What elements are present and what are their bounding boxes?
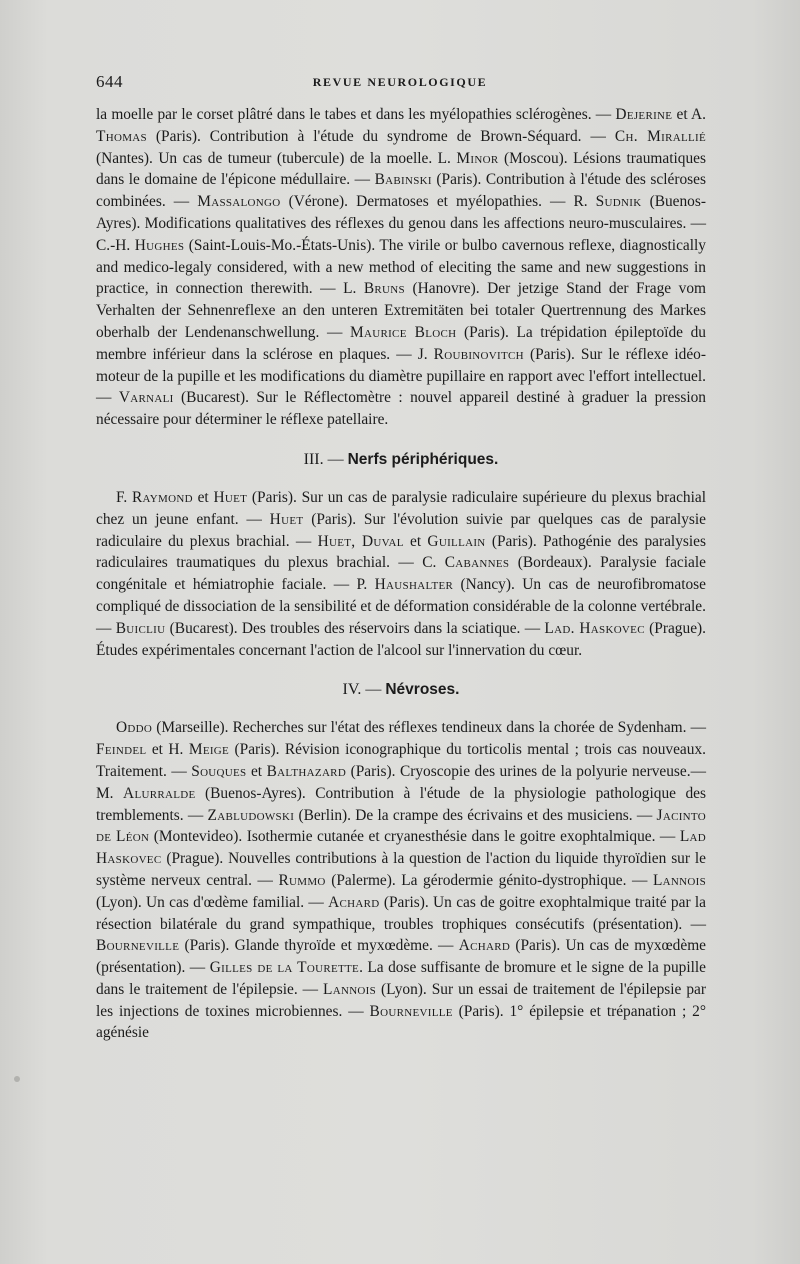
author-name: Varnali xyxy=(118,389,174,407)
author-name: Guillain xyxy=(427,532,486,550)
text-run: et H. xyxy=(146,741,189,759)
section-heading-nerfs xyxy=(96,449,706,471)
text-run: (Paris). La trépidation épileptoïde du membre inférieur dans la sclérose en plaques. — J. xyxy=(96,323,706,363)
text-run: et xyxy=(192,488,214,506)
section-title: Nerfs périphériques. xyxy=(347,450,499,468)
text-run: (Moscou). Lésions traumatiques dans le domaine de l'épicone médullaire. — xyxy=(96,149,707,189)
author-name: Bourneville xyxy=(96,937,180,955)
body-text xyxy=(96,104,706,1044)
text-run: et xyxy=(403,532,428,550)
text-run: (Paris). Révision iconographique du torticolis mental ; trois cas nouveaux. Traitement. — xyxy=(96,741,706,780)
text-run: F. xyxy=(116,488,132,506)
author-name: Minor xyxy=(456,149,499,167)
ink-smudge xyxy=(14,1076,20,1082)
author-name: Lad Haskovec xyxy=(96,828,707,868)
author-name: Ch. Mirallié xyxy=(614,127,706,145)
text-run: (Paris). Un cas de goitre exophtalmique traité par la résection bilatérale du grand sympathique, troubles trophiques consécutifs (présentation). — xyxy=(96,893,707,933)
text-run: (Berlin). De la crampe des écrivains et des musiciens. — xyxy=(294,806,657,824)
text-run: (Paris). 1° épilepsie et trépanation ; 2° agénésie xyxy=(96,1002,706,1042)
author-name: Rummo xyxy=(278,871,326,889)
author-name: Huet xyxy=(213,488,248,506)
section-title: Névroses. xyxy=(385,681,460,699)
author-name: Sudnik xyxy=(595,193,642,211)
author-name: Lad. Haskovec xyxy=(544,619,645,637)
author-name: Maurice Bloch xyxy=(349,323,457,341)
text-run: (Lyon). Un cas d'œdème familial. — xyxy=(96,893,329,911)
text-run: (Nancy). Un cas de neurofibromatose compliqué de dissociation de la sensibilité et de déformation considérable de la colonne vertébrale. — xyxy=(96,576,706,637)
author-name: Babinski xyxy=(374,171,432,189)
author-name: Buicliu xyxy=(115,619,166,637)
author-name: Huet, Duval xyxy=(317,532,404,550)
author-name: Meige xyxy=(188,741,230,759)
journal-title: REVUE NEUROLOGIQUE xyxy=(312,75,488,89)
paragraph-moelle xyxy=(96,104,706,431)
text-run: et A. xyxy=(672,106,706,123)
text-run: (Paris). Sur l'évolution suivie par quelques cas de paralysie radiculaire du plexus brachial. — xyxy=(96,510,706,550)
author-name: Achard xyxy=(328,893,380,911)
author-name: Thomas xyxy=(96,127,147,145)
text-run: (Lyon). Sur un essai de traitement de l'épilepsie par les injections de toxines microbiennes. — xyxy=(96,980,706,1020)
author-name: Zabludowski xyxy=(207,806,295,824)
text-run: (Paris). Cryoscopie des urines de la polyurie nerveuse.— M. xyxy=(96,762,706,802)
section-number: IV. — xyxy=(342,681,386,699)
author-name: Gilles de la Tourette xyxy=(209,959,360,977)
author-name: Haushalter xyxy=(374,576,454,594)
page-number: 644 xyxy=(96,72,123,91)
text-run: (Saint-Louis-Mo.-États-Unis). The virile or bulbo cavernous reflexe, diagnostically and medico-legaly considered, with a new method of eleciting the same and new suggestions in practice, in connection therewith. — L. xyxy=(96,236,706,298)
running-head xyxy=(96,72,704,96)
text-run: (Montevideo). Isothermie cutanée et cryanesthésie dans le goitre exophtalmique. — xyxy=(149,828,680,846)
text-run: (Bordeaux). Paralysie faciale congénitale et hémiatrophie faciale. — P. xyxy=(96,554,706,594)
text-run: (Buenos-Ayres). Contribution à l'étude de la physiologie pathologique des tremblements. — xyxy=(96,784,706,824)
author-name: Roubinovitch xyxy=(433,345,524,363)
author-name: Raymond xyxy=(131,488,193,506)
text-run: et xyxy=(246,762,267,780)
text-run: (Buenos-Ayres). Modifications qualitatives des réflexes du genou dans les affections neuro-musculaires. — C.-H. xyxy=(96,193,706,254)
paragraph-nevroses xyxy=(96,717,706,1044)
text-run: (Vérone). Dermatoses et myélopathies. — R. xyxy=(280,193,596,211)
text-run: (Paris). Glande thyroïde et myxœdème. — xyxy=(179,937,459,955)
text-run: (Marseille). Recherches sur l'état des réflexes tendineux dans la chorée de Sydenham. — xyxy=(152,719,706,737)
text-run: (Prague). Études expérimentales concernant l'action de l'alcool sur l'innervation du cœur. xyxy=(96,619,706,659)
text-run: la moelle par le corset plâtré dans le tabes et dans les myélopathies sclérogènes. — xyxy=(96,106,616,123)
author-name: Balthazard xyxy=(266,762,347,780)
paragraph-nerfs-peripheriques xyxy=(96,487,706,661)
author-name: Hughes xyxy=(134,236,185,254)
author-name: Feindel xyxy=(96,741,147,759)
author-name: Jacinto de Léon xyxy=(96,806,706,846)
text-run: (Bucarest). Des troubles des réservoirs dans la sciatique. — xyxy=(165,619,545,637)
text-run: (Paris). Contribution à l'étude des scléroses combinées. — xyxy=(96,171,706,211)
text-run: (Hanovre). Der jetzige Stand der Frage vom Verhalten der Sehnenreflexe an den unteren Extremitäten bei totaler Quertrennung des Markes oberhalb der Lendenanschwellung. — xyxy=(96,280,706,341)
section-heading-nevroses xyxy=(96,679,706,701)
text-run: (Nantes). Un cas de tumeur (tubercule) de la moelle. L. xyxy=(96,149,457,167)
text-run: (Paris). Pathogénie des paralysies radiculaires traumatiques du plexus brachial. — C. xyxy=(96,532,706,572)
text-run: (Bucarest). Sur le Réflectomètre : nouvel appareil destiné à graduer la pression nécessaire pour déterminer le réflexe patellaire. xyxy=(96,389,706,429)
author-name: Souques xyxy=(191,762,247,780)
author-name: Alurralde xyxy=(123,784,196,802)
author-name: Cabannes xyxy=(444,554,510,572)
text-run: . La dose suffisante de bromure et le signe de la pupille dans le traitement de l'épilepsie. — xyxy=(96,959,707,998)
author-name: Achard xyxy=(458,937,511,955)
author-name: Lannois xyxy=(323,980,377,998)
text-run: (Paris). Contribution à l'étude du syndrome de Brown-Séquard. — xyxy=(146,127,615,145)
author-name: Dejerine xyxy=(615,106,673,123)
author-name: Oddo xyxy=(116,719,153,737)
author-name: Massalongo xyxy=(197,193,281,211)
author-name: Bruns xyxy=(363,280,405,298)
author-name: Bourneville xyxy=(369,1002,453,1020)
text-run: (Paris). Sur un cas de paralysie radiculaire supérieure du plexus brachial chez un jeune enfant. — xyxy=(96,488,706,528)
section-number: III. — xyxy=(303,450,348,468)
text-run: (Paris). Un cas de myxœdème (présentation). — xyxy=(96,937,706,977)
text-run: (Palerme). La gérodermie génito-dystrophique. — xyxy=(325,871,653,889)
author-name: Lannois xyxy=(652,871,706,889)
text-run: (Prague). Nouvelles contributions à la question de l'action du liquide thyroïdien sur le système nerveux central. — xyxy=(96,850,706,889)
author-name: Huet xyxy=(269,510,304,528)
text-run: (Paris). Sur le réflexe idéo-moteur de la pupille et les modifications du diamètre pupillaire en rapport avec l'effort intellectuel. — xyxy=(96,345,706,407)
